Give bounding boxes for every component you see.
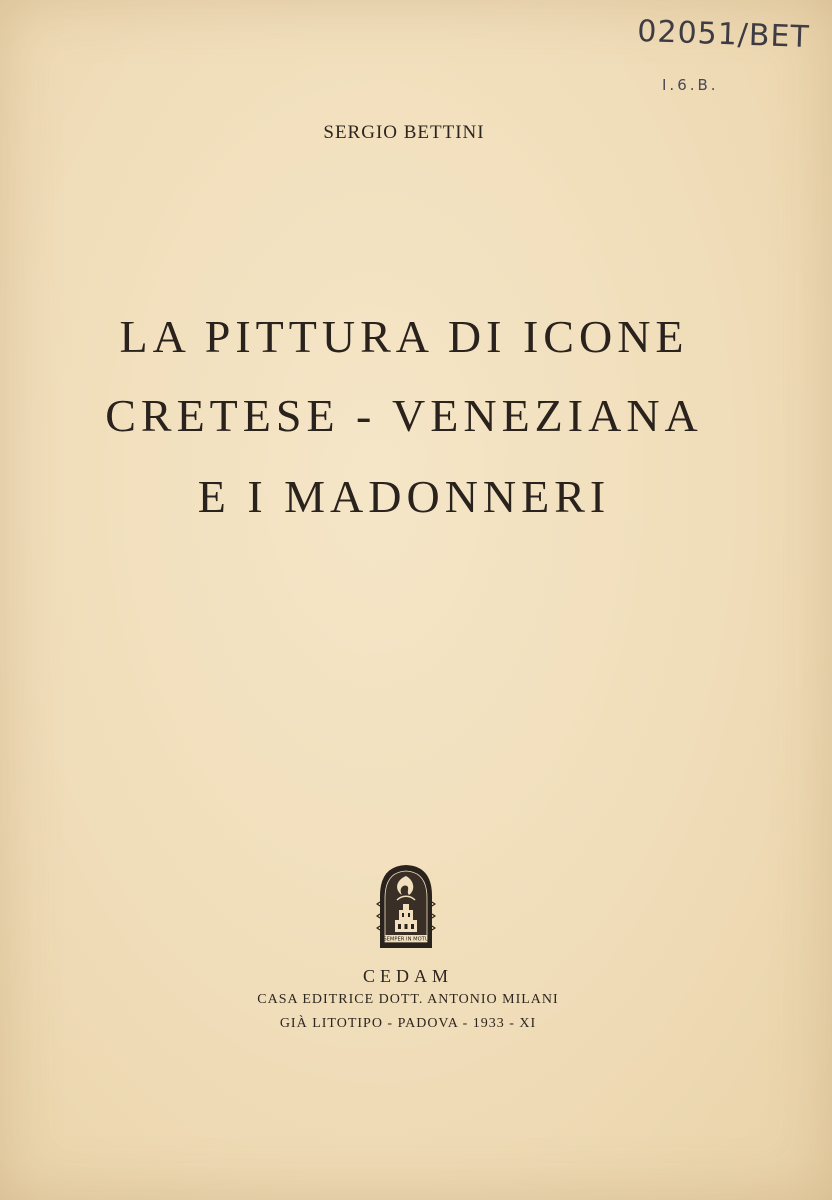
book-title-line-2: CRETESE - VENEZIANA (105, 390, 703, 441)
handwritten-shelfmark: 02051/BET (636, 14, 811, 55)
emblem-motto: SEMPER IN MOTU (383, 936, 429, 943)
publisher-house: CASA EDITRICE DOTT. ANTONIO MILANI (257, 992, 559, 1007)
publisher-emblem-icon (376, 862, 436, 950)
book-title-line-1: LA PITTURA DI ICONE (119, 311, 689, 362)
book-title-line-3: E I MADONNERI (197, 471, 611, 522)
publisher-name: CEDAM (362, 966, 453, 986)
publisher-place-date: GIÀ LITOTIPO - PADOVA - 1933 - XI (279, 1016, 537, 1031)
handwritten-shelfmark-sub: I.6.B. (662, 76, 719, 94)
author-name: SERGIO BETTINI (323, 122, 485, 143)
